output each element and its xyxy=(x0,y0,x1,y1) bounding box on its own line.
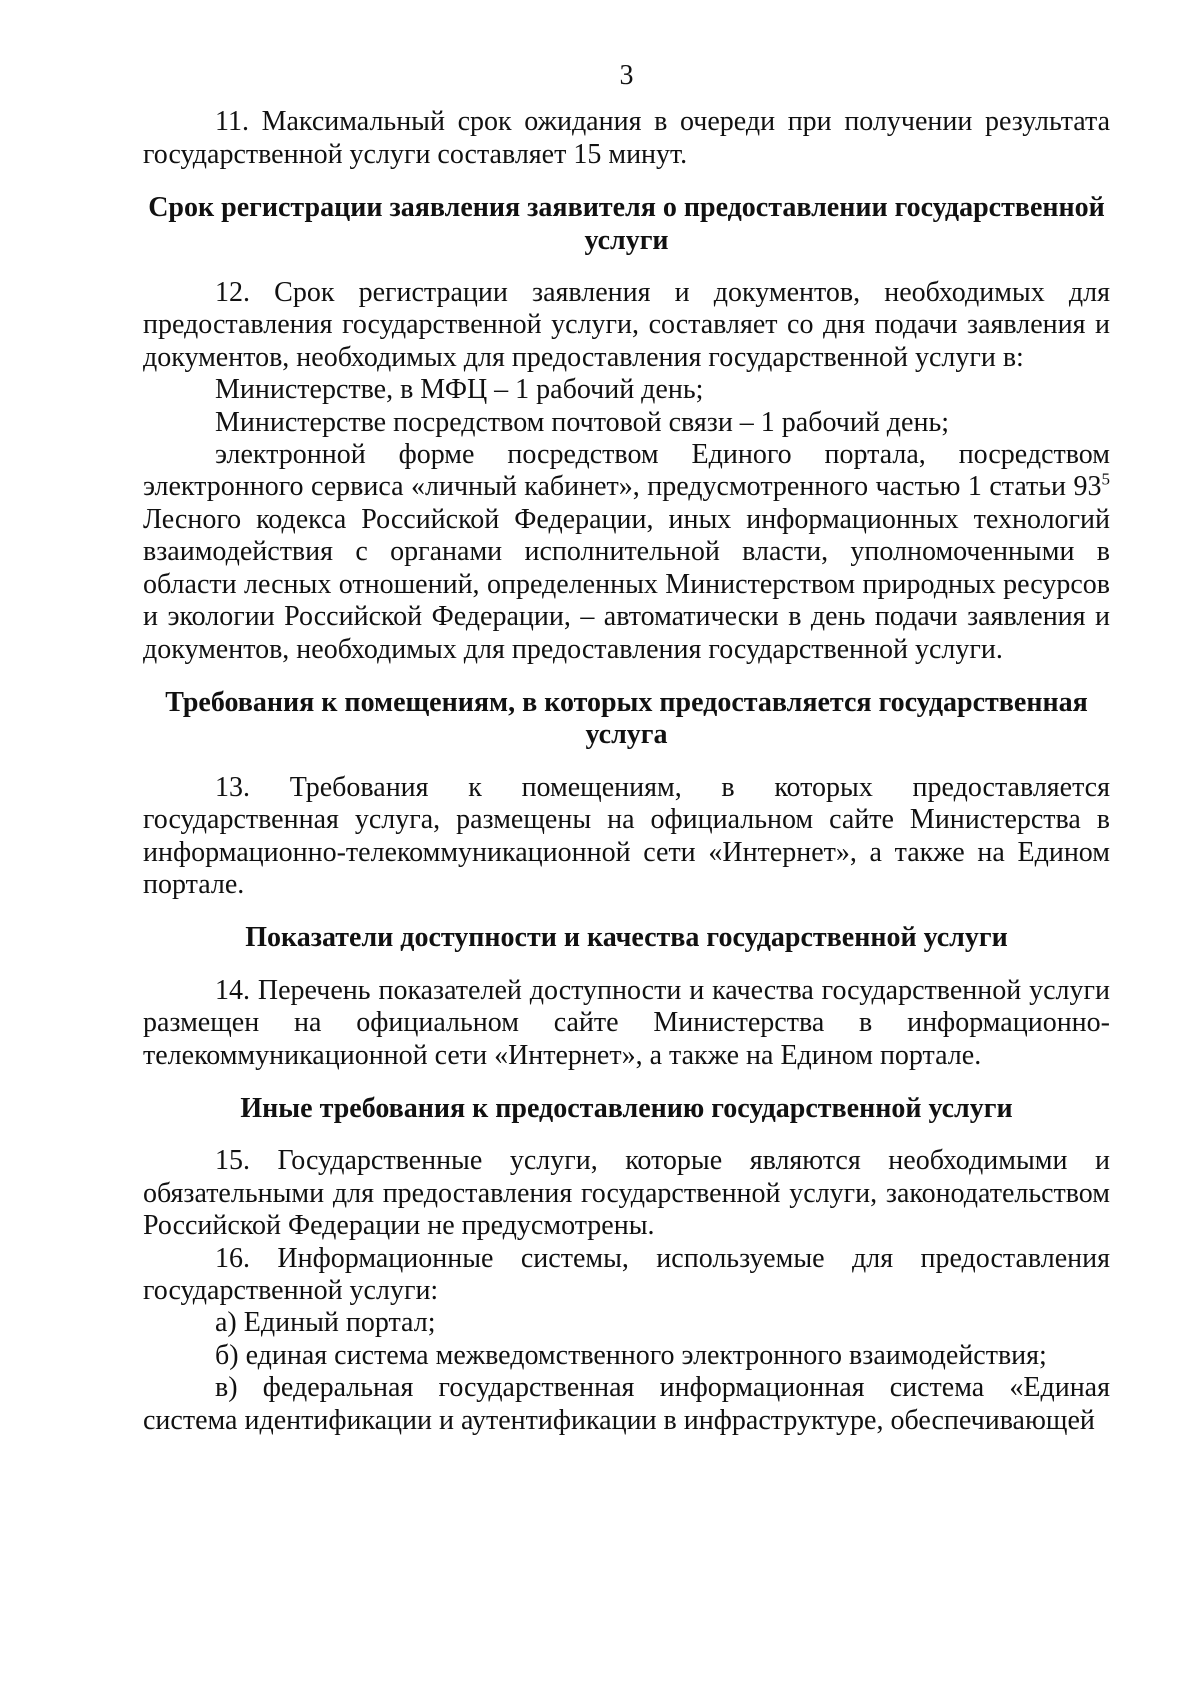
heading-other-requirements: Иные требования к предоставлению государственной услуги xyxy=(240,1092,1013,1124)
article-superscript: 5 xyxy=(1101,470,1110,490)
paragraph-11: 11. Максимальный срок ожидания в очереди при получении результата государственной услуги составляет 15 минут. xyxy=(143,106,1110,170)
paragraph-12-electronic-text: электронной форме посредством Единого портала, посредством электронного сервиса «личный кабинет», предусмотренного частью 1 статьи 93 xyxy=(143,439,1110,503)
paragraph-14: 14. Перечень показателей доступности и качества государственной услуги размещен на официальном сайте Министерства в информационно-телекоммуникационной сети «Интернет», а также на Едином портале. xyxy=(143,974,1110,1071)
list-item-b: б) единая система межведомственного электронного взаимодействия; xyxy=(215,1339,1047,1371)
page-number: 3 xyxy=(619,60,634,91)
heading-indicators: Показатели доступности и качества государственной услуги xyxy=(245,922,1008,954)
paragraph-13: 13. Требования к помещениям, в которых предоставляется государственная услуга, размещены на официальном сайте Министерства в информационно-телекоммуникационной сети «Интернет», а также на Едином портале. xyxy=(143,771,1110,900)
paragraph-12-electronic xyxy=(143,439,1110,666)
list-item-c: в) федеральная государственная информационная система «Единая система идентификации и аутентификации в инфраструктуре, обеспечивающей xyxy=(143,1372,1110,1436)
paragraph-12-electronic-rest: Лесного кодекса Российской Федерации, иных информационных технологий взаимодействия с органами исполнительной власти, уполномоченными в области лесных отношений, определенных Министерством природных ресурсов и экологии Российской Федерации, – автоматически в день подачи заявления и документов, необходимых для предоставления государственной услуги. xyxy=(143,503,1110,665)
heading-premises: Требования к помещениям, в которых предоставляется государственная услуга xyxy=(165,686,1088,751)
paragraph-12-ministry: Министерстве, в МФЦ – 1 рабочий день; xyxy=(215,374,704,406)
document-page xyxy=(143,60,1110,1437)
paragraph-16: 16. Информационные системы, используемые для предоставления государственной услуги: xyxy=(143,1242,1110,1306)
paragraph-12: 12. Срок регистрации заявления и документов, необходимых для предоставления государственной услуги, составляет со дня подачи заявления и документов, необходимых для предоставления государственной услуги в: xyxy=(143,277,1110,373)
paragraph-12-post: Министерстве посредством почтовой связи – 1 рабочий день; xyxy=(215,406,950,438)
paragraph-15: 15. Государственные услуги, которые являются необходимыми и обязательными для предоставления государственной услуги, законодательством Российской Федерации не предусмотрены. xyxy=(143,1145,1110,1242)
list-item-a: а) Единый портал; xyxy=(215,1307,436,1339)
heading-registration-term: Срок регистрации заявления заявителя о предоставлении государственной услуги xyxy=(148,192,1105,256)
